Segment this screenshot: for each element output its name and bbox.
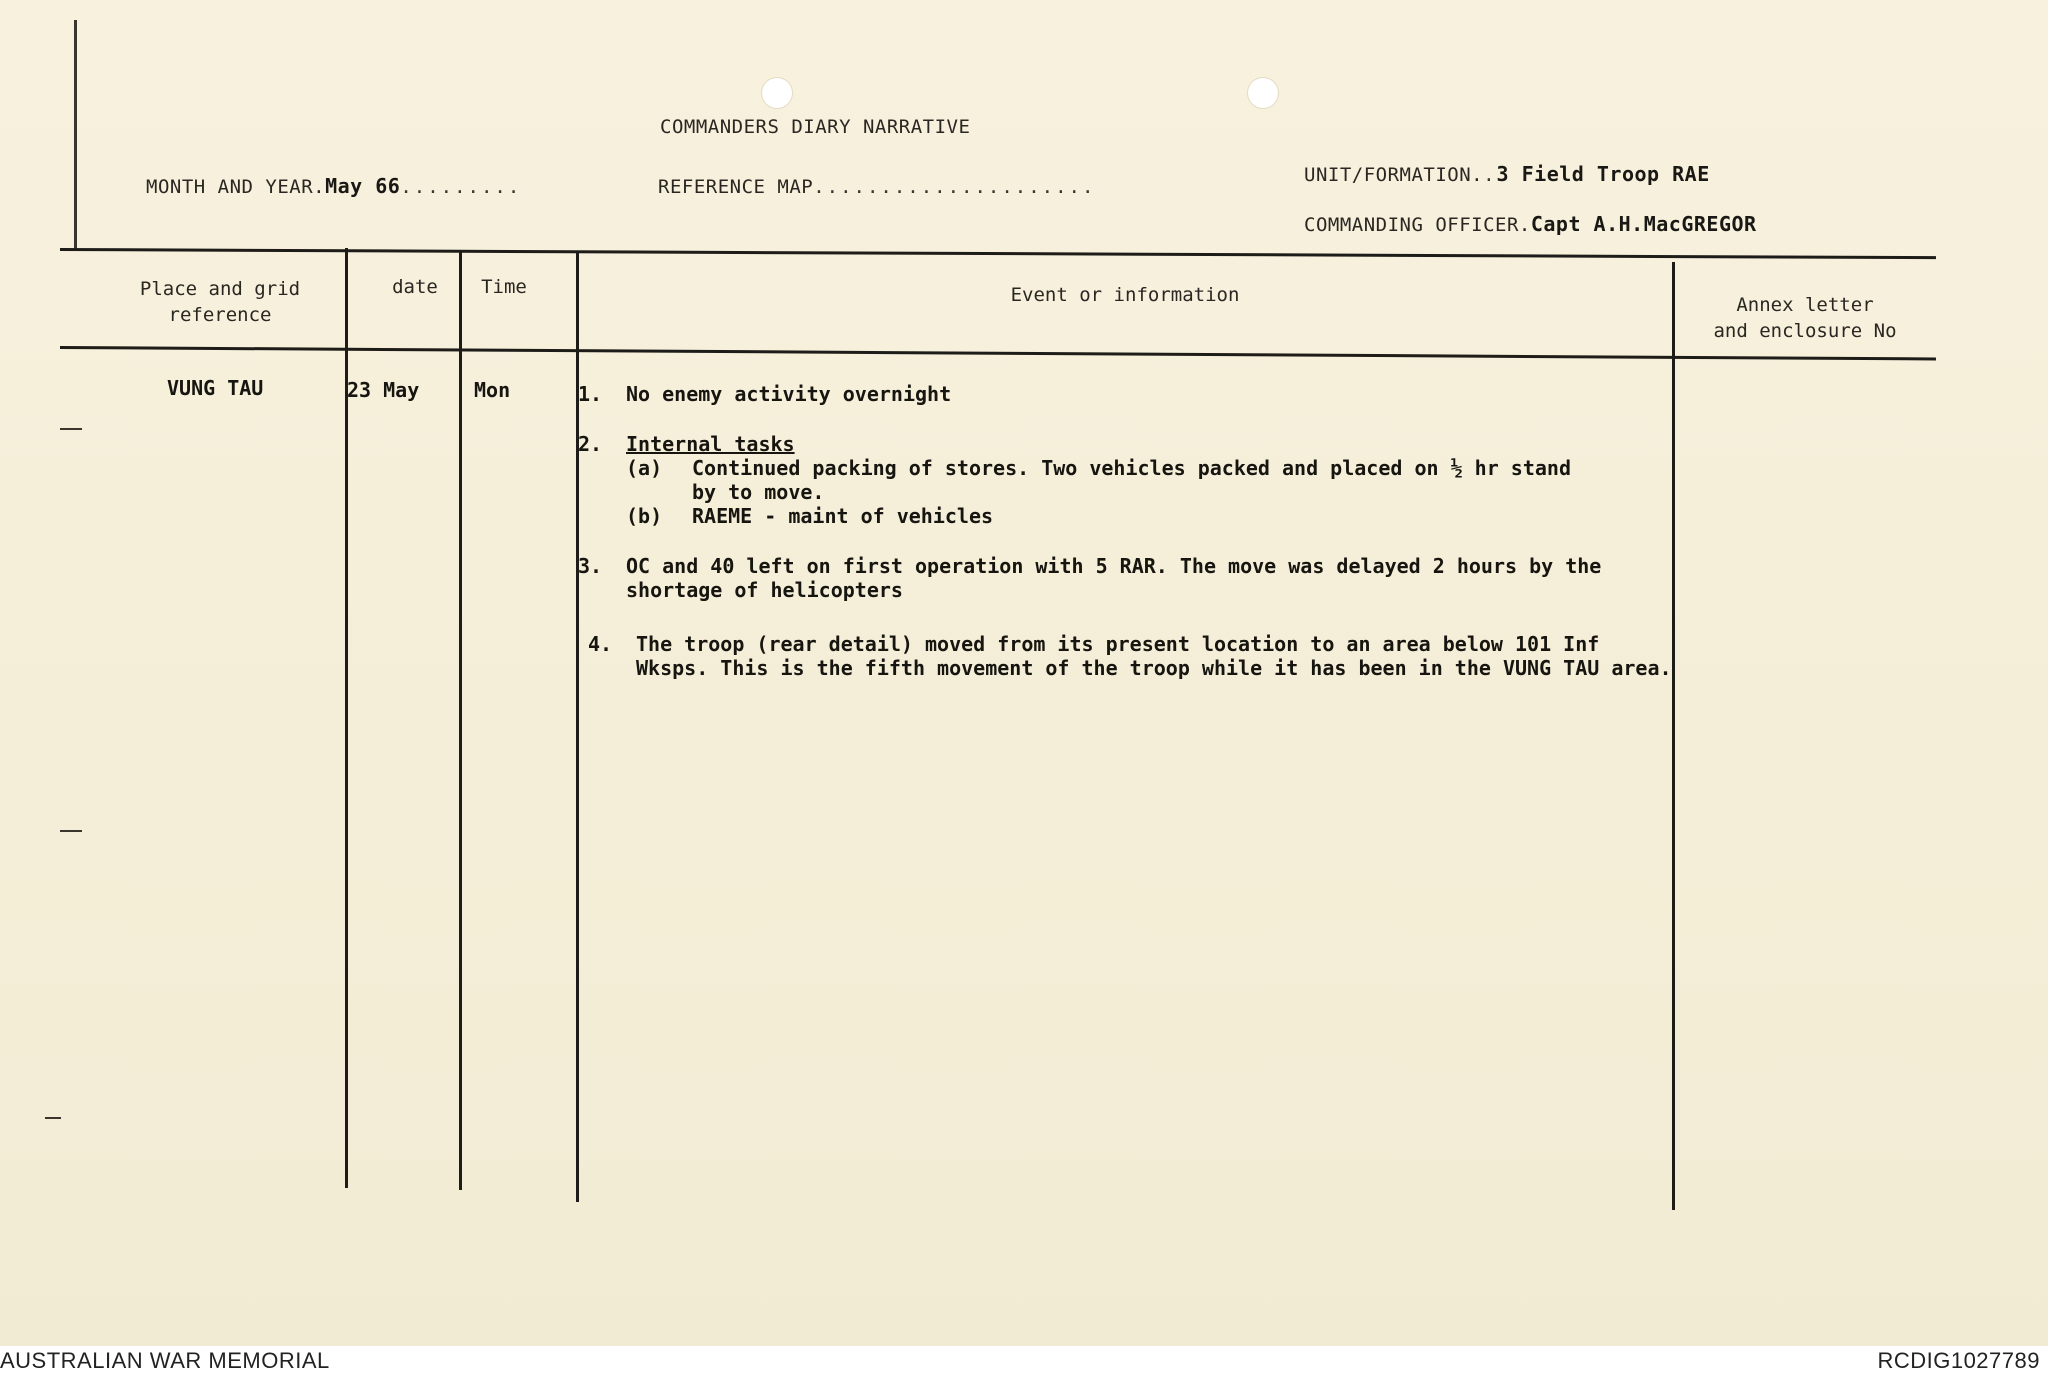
event-item-number: 2.	[578, 432, 603, 456]
event-subitem-text: by to move.	[692, 480, 825, 504]
month-year-label: MONTH AND YEAR.	[146, 176, 326, 198]
punch-hole-left	[761, 77, 793, 109]
edge-mark	[60, 428, 82, 430]
unit-value: 3 Field Troop RAE	[1496, 162, 1710, 186]
column-header-place-line1: Place and grid	[139, 278, 301, 300]
event-item-3	[578, 554, 1718, 602]
entry-time: Mon	[474, 378, 511, 402]
event-item-number: 4.	[588, 632, 613, 656]
event-item-1	[578, 382, 1718, 406]
column-header-annex	[1690, 292, 1920, 344]
column-divider-date	[459, 250, 462, 1190]
column-header-date: date	[392, 276, 438, 298]
commanding-officer-field	[1304, 212, 1757, 236]
event-item-text: Wksps. This is the fifth movement of the troop while it has been in the VUNG TAU area.	[636, 656, 1672, 680]
entry-place: VUNG TAU	[167, 376, 264, 400]
column-header-annex-line2: and enclosure No	[1713, 320, 1897, 342]
column-header-annex-line1: Annex letter	[1736, 294, 1874, 316]
column-header-place-line2: reference	[168, 304, 272, 326]
table-top-rule	[60, 248, 1936, 259]
event-item-text: OC and 40 left on first operation with 5 RAR. The move was delayed 2 hours by the	[626, 554, 1602, 578]
edge-mark	[74, 20, 77, 250]
punch-hole-right	[1247, 77, 1279, 109]
edge-mark	[45, 1117, 61, 1119]
event-item-number: 3.	[578, 554, 603, 578]
unit-label: UNIT/FORMATION.	[1304, 164, 1484, 186]
commanding-officer-value: Capt A.H.MacGREGOR	[1530, 212, 1757, 236]
event-subitem-text: Continued packing of stores. Two vehicles packed and placed on ½ hr stand	[692, 456, 1571, 480]
column-header-time: Time	[481, 276, 527, 298]
event-subitem-label: (b)	[626, 504, 663, 528]
column-header-event: Event or information	[1010, 284, 1240, 306]
event-item-4	[588, 632, 1728, 680]
event-item-number: 1.	[578, 382, 603, 406]
event-item-text: No enemy activity overnight	[626, 382, 952, 406]
column-header-place	[130, 276, 310, 328]
commanding-officer-label: COMMANDING OFFICER.	[1304, 214, 1531, 236]
reference-map-label: REFERENCE MAP	[658, 176, 814, 198]
event-subitem-text: RAEME - maint of vehicles	[692, 504, 994, 528]
event-item-text: The troop (rear detail) moved from its present location to an area below 101 Inf	[636, 632, 1600, 656]
unit-field: UNIT/FORMATION..3 Field Troop RAE	[1304, 162, 1710, 186]
edge-mark	[60, 830, 82, 832]
reference-map-field: REFERENCE MAP.....................	[658, 176, 1096, 198]
event-item-heading: Internal tasks	[626, 432, 795, 456]
footer-credit: AUSTRALIAN WAR MEMORIAL	[0, 1348, 330, 1373]
footer-catalogue-id: RCDIG1027789	[1877, 1348, 2040, 1373]
form-title: COMMANDERS DIARY NARRATIVE	[660, 116, 971, 138]
month-year-field: MONTH AND YEAR.May 66.........	[146, 174, 522, 198]
table-header-rule	[60, 346, 1936, 360]
month-year-value: May 66	[325, 174, 401, 198]
event-item-text: shortage of helicopters	[626, 578, 903, 602]
entry-date: 23 May	[347, 378, 420, 402]
event-item-2	[578, 432, 1718, 528]
event-subitem-label: (a)	[626, 456, 663, 480]
